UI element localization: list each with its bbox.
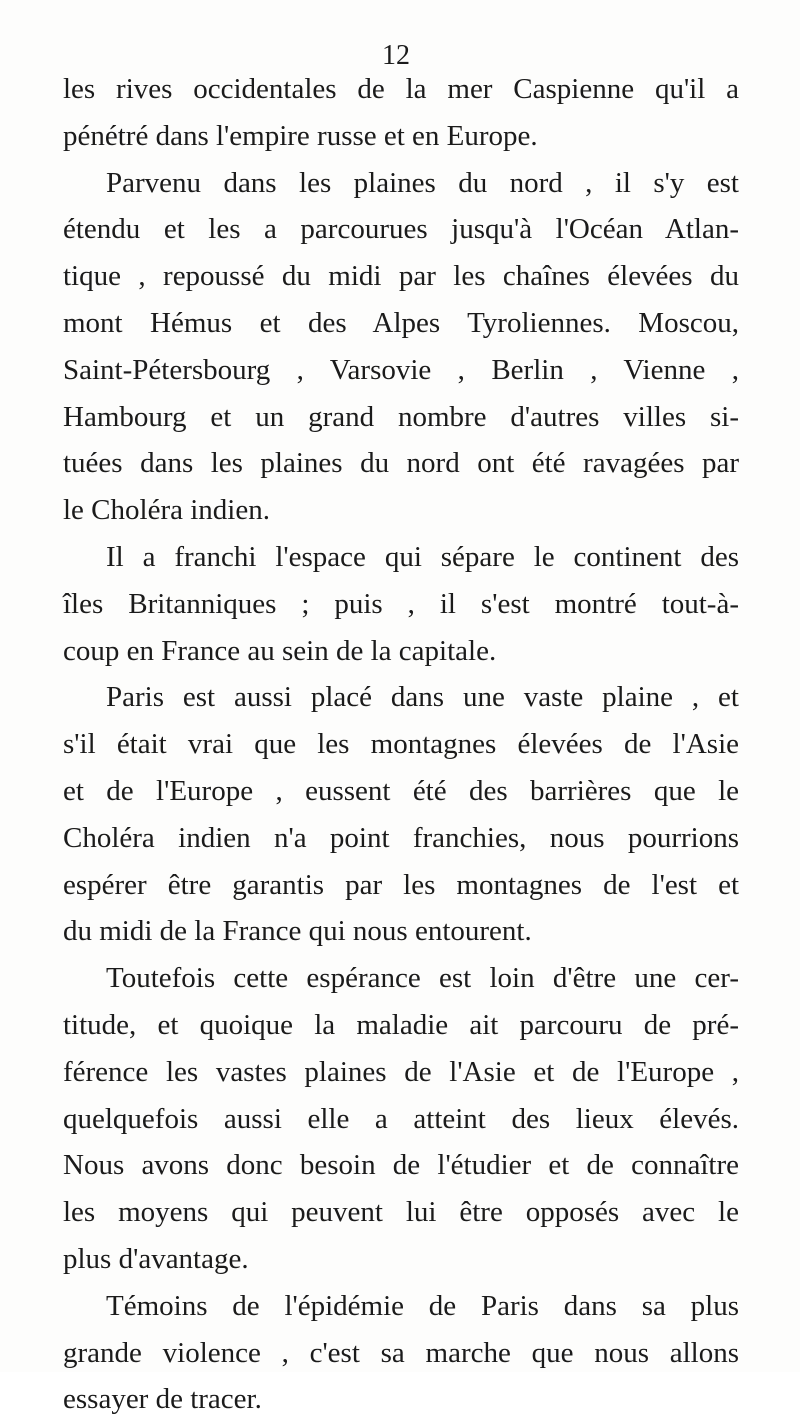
text-line: îles Britanniques ; puis , il s'est montré tout-à- <box>63 587 739 620</box>
text-line: tique , repoussé du midi par les chaînes élevées du <box>63 260 739 293</box>
text-line: quelquefois aussi elle a atteint des lieux élevés. <box>63 1102 739 1135</box>
text-line: Parvenu dans les plaines du nord , il s'y est <box>106 166 739 199</box>
text-line: essayer de tracer. <box>63 1383 262 1416</box>
text-line: Choléra indien n'a point franchies, nous pourrions <box>63 821 739 854</box>
text-line: Il a franchi l'espace qui sépare le continent des <box>106 540 739 573</box>
text-line: férence les vastes plaines de l'Asie et de l'Europe , <box>63 1055 739 1088</box>
text-line: Saint-Pétersbourg , Varsovie , Berlin , Vienne , <box>63 353 739 386</box>
text-line: les rives occidentales de la mer Caspienne qu'il a <box>63 73 739 105</box>
text-line: espérer être garantis par les montagnes de l'est et <box>63 868 739 901</box>
text-line: Hambourg et un grand nombre d'autres villes si- <box>63 400 739 433</box>
text-line: Témoins de l'épidémie de Paris dans sa plus <box>106 1289 739 1322</box>
text-line: grande violence , c'est sa marche que nous allons <box>63 1336 739 1369</box>
text-line: étendu et les a parcourues jusqu'à l'Océan Atlan- <box>63 213 739 246</box>
text-line: s'il était vrai que les montagnes élevées de l'Asie <box>63 728 739 761</box>
text-line: plus d'avantage. <box>63 1242 249 1275</box>
text-line: coup en France au sein de la capitale. <box>63 634 497 667</box>
text-line: le Choléra indien. <box>63 494 270 527</box>
text-line: du midi de la France qui nous entourent. <box>63 915 532 948</box>
text-line: pénétré dans l'empire russe et en Europe. <box>63 119 538 152</box>
text-line: tuées dans les plaines du nord ont été ravagées par <box>63 447 739 480</box>
text-line: et de l'Europe , eussent été des barrières que le <box>63 774 739 807</box>
body-text <box>63 66 739 1423</box>
text-line: Toutefois cette espérance est loin d'être une cer- <box>106 962 739 995</box>
text-line: Nous avons donc besoin de l'étudier et de connaître <box>63 1149 739 1182</box>
page-number: 12 <box>382 40 410 71</box>
text-line: titude, et quoique la maladie ait parcouru de pré- <box>63 1008 739 1041</box>
text-line: mont Hémus et des Alpes Tyroliennes. Moscou, <box>63 306 739 339</box>
text-line: les moyens qui peuvent lui être opposés avec le <box>63 1196 739 1229</box>
text-line: Paris est aussi placé dans une vaste plaine , et <box>106 681 739 714</box>
